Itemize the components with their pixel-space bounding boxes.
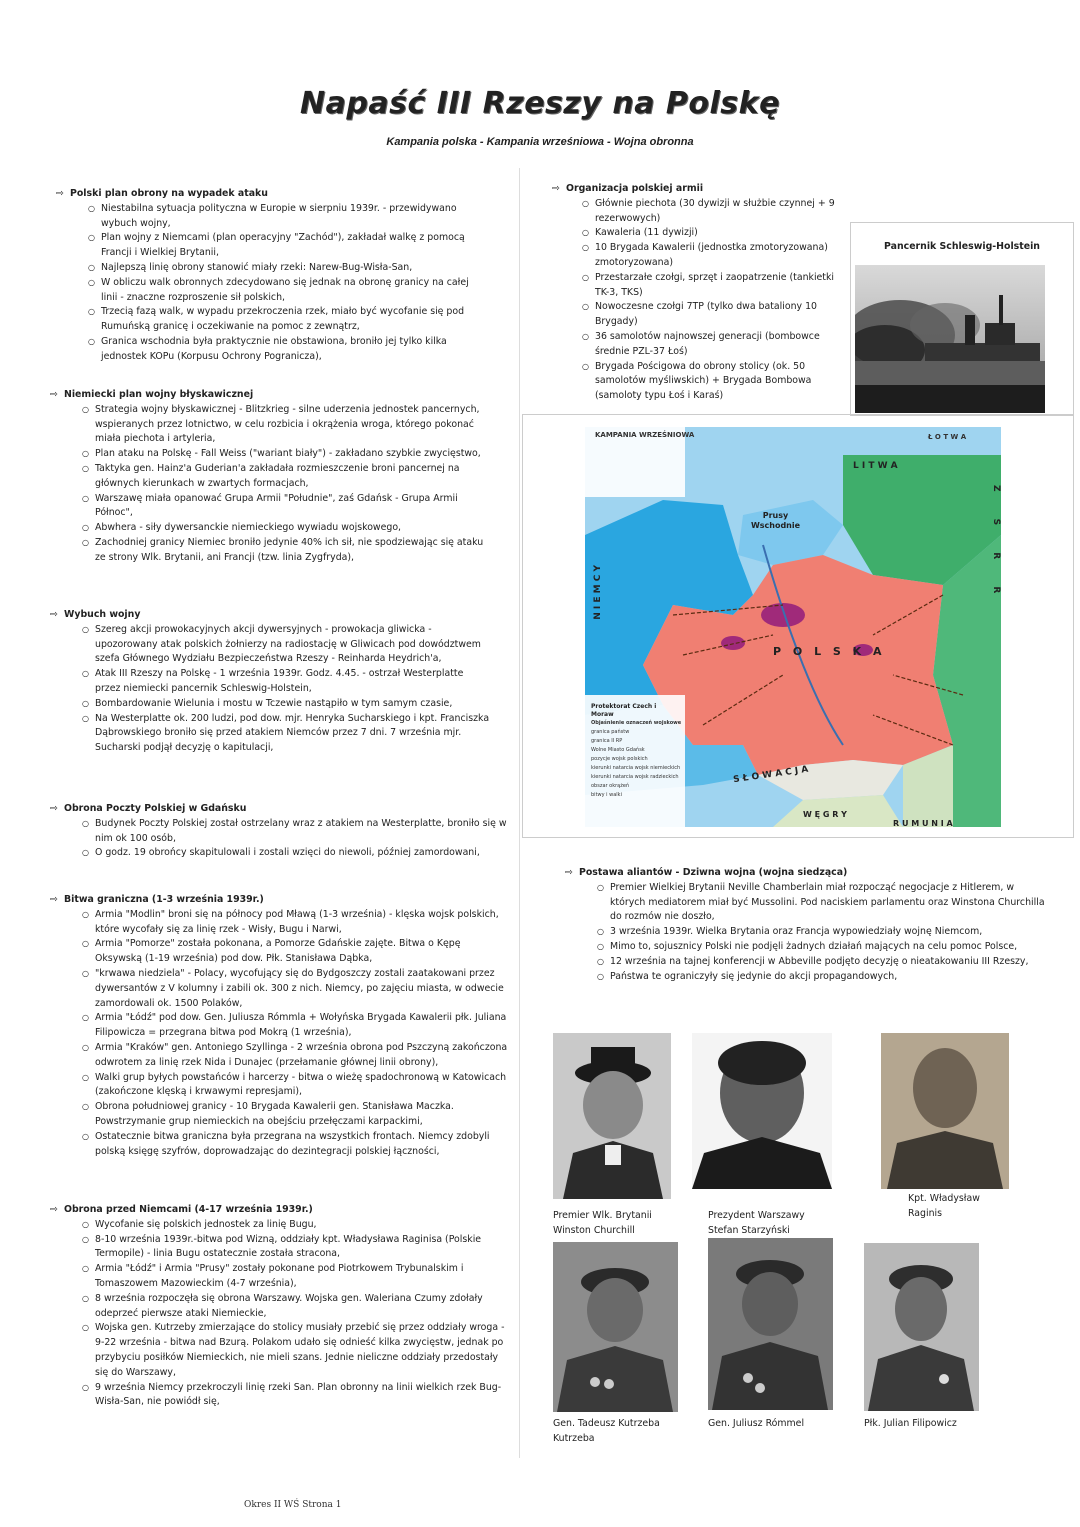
list-item: ○ Państwa te ograniczyły się jedynie do akcji propagandowych, <box>595 970 1045 985</box>
list-item: ○ Plan wojny z Niemcami (plan operacyjny "Zachód"), zakładał walkę z pomocą Francji i Wielkiej Brytanii, <box>86 231 486 261</box>
section-heading: ⇨ Organizacja polskiej armii <box>552 182 844 197</box>
page-subtitle: Kampania polska - Kampania wrześniowa - Wojna obronna <box>386 136 694 148</box>
list-item: ○ Strategia wojny błyskawicznej - Blitzkrieg - silne uderzenia jednostek pancernych, wspieranych przez lotnictwo, w celu rozbicia i okrążenia wroga, którego pokonać miała piechota i artyleria, <box>80 403 490 447</box>
portrait-churchill <box>553 1033 671 1199</box>
map-legend-item: pozycje wojsk polskich <box>591 756 648 762</box>
map-legend-item: Wolne Miasto Gdańsk <box>591 747 645 753</box>
list-item: ○ Głównie piechota (30 dywizji w służbie czynnej + 9 rezerwowych) <box>580 197 844 227</box>
list-item: ○ Szereg akcji prowokacyjnych akcji dywersyjnych - prowokacja gliwicka - upozorowany atak polskich żołnierzy na radiostację w Gliwicach pod dowództwem szefa Głównego Wydziału Bezpieczeństwa Rzeszy - Reinharda Heydrich'a, <box>80 623 490 667</box>
list-item: ○ Armia "Kraków" gen. Antoniego Szyllinga - 2 września obrona pod Pszczyną zakończona odwrotem za linię rzek Nida i Dunajec (przełamanie głównej linii obrony), <box>80 1041 510 1071</box>
ship-photo-box <box>850 222 1074 416</box>
portrait-caption-kutrzeba: Gen. Tadeusz Kutrzeba Kutrzeba <box>553 1418 660 1444</box>
map-label-niemcy: N I E M C Y <box>593 565 603 620</box>
section-heading: ⇨ Postawa aliantów - Dziwna wojna (wojna siedząca) <box>565 866 1045 881</box>
ship-caption: Pancernik Schleswig-Holstein <box>884 241 1040 252</box>
map-label-slowacja: S Ł O W A C J A <box>732 764 809 786</box>
map-legend-item: kierunki natarcia wojsk radzieckich <box>591 774 679 780</box>
arrow-right-icon: ⇨ <box>50 894 58 905</box>
map-label-polska: P O L S K A <box>773 645 886 658</box>
list-item: ○ Plan ataku na Polskę - Fall Weiss ("wariant biały") - zakładano szybkie zwycięstwo, <box>80 447 490 462</box>
arrow-right-icon: ⇨ <box>552 183 560 194</box>
list-item: ○ Niestabilna sytuacja polityczna w Europie w sierpniu 1939r. - przewidywano wybuch wojny, <box>86 202 486 232</box>
list-item: ○ 12 września na tajnej konferencji w Abbeville podjęto decyzję o nieatakowaniu III Rzeszy, <box>595 955 1045 970</box>
list-item: ○ Granica wschodnia była praktycznie nie obstawiona, broniło jej tylko kilka jednostek KOPu (Korpusu Ochrony Pogranicza), <box>86 335 486 365</box>
map-legend <box>591 719 683 800</box>
portrait-caption-filipowicz: Płk. Julian Filipowicz <box>864 1418 957 1429</box>
portrait-raginis <box>881 1033 1009 1189</box>
list-item: ○ Wojska gen. Kutrzeby zmierzające do stolicy musiały przebić się przez oddziały wroga - 9-22 września - bitwa nad Bzurą. Polakom udało się odnieść kilka zwycięstw, jednak po przybyciu posiłków Niemieckich, nie mieli szans. Jednie nieliczne oddziały przedostały się do Warszawy, <box>80 1321 510 1380</box>
list-item: ○ Przestarzałe czołgi, sprzęt i zaopatrzenie (tankietki TK-3, TKS) <box>580 271 844 301</box>
map-title: KAMPANIA WRZEŚNIOWA <box>595 431 695 439</box>
map-label-rumunia: R U M U N I A <box>893 819 953 828</box>
arrow-right-icon: ⇨ <box>50 1204 58 1215</box>
map-label-prusy: Prusy Wschodnie <box>750 511 801 530</box>
list-item: ○ Zachodniej granicy Niemiec broniło jedynie 40% ich sił, nie spodziewając się ataku ze strony Wlk. Brytanii, ani Francji (tzw. linia Zygfryda), <box>80 536 490 566</box>
section-heading: ⇨ Obrona przed Niemcami (4-17 września 1939r.) <box>50 1203 510 1218</box>
list-item: ○ 8 września rozpoczęła się obrona Warszawy. Wojska gen. Waleriana Czumy zdołały odeprzeć pierwsze ataki Niemieckie, <box>80 1292 510 1322</box>
map-label-litwa: L I T W A <box>853 461 898 471</box>
list-item: ○ W obliczu walk obronnych zdecydowano się jednak na obronę granicy na całej linii - znaczne rozproszenie sił polskich, <box>86 276 486 306</box>
list-item: ○ 36 samolotów najnowszej generacji (bombowce średnie PZL-37 Łoś) <box>580 330 844 360</box>
portrait-caption-raginis: Kpt. Władysław Raginis <box>908 1193 980 1219</box>
campaign-map-frame <box>522 414 1074 838</box>
list-item: ○ Kawaleria (11 dywizji) <box>580 226 844 241</box>
section-polski-plan <box>56 187 486 365</box>
list-item: ○ Brygada Pościgowa do obrony stolicy (ok. 50 samolotów myśliwskich) + Brygada Bombowa (samoloty typu Łoś i Karaś) <box>580 360 844 404</box>
portrait-caption-rommel: Gen. Juliusz Rómmel <box>708 1418 805 1429</box>
list-item: ○ O godz. 19 obrońcy skapitulowali i zostali wzięci do niewoli, później zamordowani, <box>80 846 510 861</box>
portrait-caption-starzynski: Prezydent Warszawy Stefan Starzyński <box>708 1210 805 1236</box>
column-divider <box>519 168 520 1458</box>
arrow-right-icon: ⇨ <box>50 803 58 814</box>
section-niemiecki-plan <box>50 388 490 566</box>
arrow-right-icon: ⇨ <box>56 188 64 199</box>
list-item: ○ Nowoczesne czołgi 7TP (tylko dwa bataliony 10 Brygady) <box>580 300 844 330</box>
map-label-protektorat: Protektorat Czech i Moraw <box>591 703 657 718</box>
portrait-starzynski <box>692 1033 832 1189</box>
page-title: Napaść III Rzeszy na Polskę <box>300 86 780 121</box>
map-legend-item: granica państw <box>591 729 630 735</box>
list-item: ○ Ostatecznie bitwa graniczna była przegrana na wszystkich frontach. Niemcy zdobyli polską księgę szyfrów, doprowadzając do dezintegracji polskiej łączności, <box>80 1130 510 1160</box>
list-item: ○ Mimo to, sojusznicy Polski nie podjęli żadnych działań mających na celu pomoc Polsce, <box>595 940 1045 955</box>
arrow-right-icon: ⇨ <box>50 609 58 620</box>
portrait-kutrzeba <box>553 1242 678 1412</box>
page-footer: Okres II WŚ Strona 1 <box>244 1500 342 1510</box>
list-item: ○ Trzecią fazą walk, w wypadu przekroczenia rzek, miało być wycofanie się pod Rumuńską granicę i oczekiwanie na pomoc z zewnątrz, <box>86 305 486 335</box>
list-item: ○ 8-10 września 1939r.-bitwa pod Wizną, oddziały kpt. Władysława Raginisa (Polskie Termopile) - linia Bugu ostatecznie została stracona, <box>80 1233 510 1263</box>
map-legend-item: obszar okrążeń <box>591 783 630 789</box>
portrait-filipowicz <box>864 1243 979 1411</box>
section-bitwa-graniczna <box>50 893 510 1159</box>
section-heading: ⇨ Bitwa graniczna (1-3 września 1939r.) <box>50 893 510 908</box>
list-item: ○ Warszawę miała opanować Grupa Armii "Południe", zaś Gdańsk - Grupa Armii Północ", <box>80 492 490 522</box>
list-item: ○ Abwhera - siły dywersanckie niemieckiego wywiadu wojskowego, <box>80 521 490 536</box>
list-item: ○ Na Westerplatte ok. 200 ludzi, pod dow. mjr. Henryka Sucharskiego i kpt. Franciszka Dąbrowskiego broniło się przed atakiem Niemców przez 7 dni. 7 września mjr. Sucharski podjął decyzję o kapitulacji, <box>80 712 490 756</box>
section-poczta-polska <box>50 802 510 861</box>
list-item: ○ Wycofanie się polskich jednostek za linię Bugu, <box>80 1218 510 1233</box>
section-obrona-przed-niemcami <box>50 1203 510 1410</box>
map-legend-title: Objaśnienie oznaczeń wojskowe <box>591 720 682 726</box>
map-label-zsrr: Z S R R <box>991 485 1001 606</box>
list-item: ○ 3 września 1939r. Wielka Brytania oraz Francja wypowiedziały wojnę Niemcom, <box>595 925 1045 940</box>
list-item: ○ "krwawa niedziela" - Polacy, wycofujący się do Bydgoszczy zostali zaatakowani przez dywersantów z V kolumny i zabili ok. 300 z nich. Niemcy, po zajęciu miasta, w odwecie zamordowali ok. 1500 Polaków, <box>80 967 510 1011</box>
list-item: ○ Armia "Pomorze" została pokonana, a Pomorze Gdańskie zajęte. Bitwa o Kępę Oksywską (1-19 września) pod dow. Płk. Stanisława Dąbka, <box>80 937 510 967</box>
section-heading: ⇨ Polski plan obrony na wypadek ataku <box>56 187 486 202</box>
list-item: ○ Premier Wielkiej Brytanii Neville Chamberlain miał rozpocząć negocjacje z Hitlerem, w których mediatorem miał być Mussolini. Pod naciskiem parlamentu oraz Winstona Churchilla do rozmów nie doszło, <box>595 881 1045 925</box>
portrait-caption-churchill: Premier Wlk. Brytanii Winston Churchill <box>553 1210 652 1236</box>
section-heading: ⇨ Obrona Poczty Polskiej w Gdańsku <box>50 802 510 817</box>
section-organizacja-armii <box>552 182 844 404</box>
arrow-right-icon: ⇨ <box>565 867 573 878</box>
map-legend-item: bitwy i walki <box>591 792 622 798</box>
list-item: ○ 10 Brygada Kawalerii (jednostka zmotoryzowana) zmotoryzowana) <box>580 241 844 271</box>
list-item: ○ Armia "Modlin" broni się na północy pod Mławą (1-3 września) - klęska wojsk polskich, które wycofały się za linię rzek - Wisły, Bugu i Narwi, <box>80 908 510 938</box>
portrait-rommel <box>708 1238 833 1410</box>
map-label-wegry: W Ę G R Y <box>803 810 847 819</box>
list-item: ○ Budynek Poczty Polskiej został ostrzelany wraz z atakiem na Westerplatte, broniło się w nim ok 100 osób, <box>80 817 510 847</box>
list-item: ○ 9 września Niemcy przekroczyli linię rzeki San. Plan obronny na linii wielkich rzek Bug-Wisła-San, nie powiódł się, <box>80 1381 510 1411</box>
list-item: ○ Armia "Łódź" i Armia "Prusy" zostały pokonane pod Piotrkowem Trybunalskim i Tomaszowem Mazowieckim (4-7 września), <box>80 1262 510 1292</box>
section-wybuch-wojny <box>50 608 490 756</box>
section-postawa-aliantow <box>565 866 1045 984</box>
list-item: ○ Atak III Rzeszy na Polskę - 1 września 1939r. Godz. 4.45. - ostrzał Westerplatte przez niemiecki pancernik Schleswig-Holstein, <box>80 667 490 697</box>
ship-photo <box>855 265 1045 413</box>
list-item: ○ Bombardowanie Wielunia i mostu w Tczewie nastąpiło w tym samym czasie, <box>80 697 490 712</box>
list-item: ○ Armia "Łódź" pod dow. Gen. Juliusza Rómmla + Wołyńska Brygada Kawalerii płk. Juliana Filipowicza = przegrana bitwa pod Mokrą (1 września), <box>80 1011 510 1041</box>
list-item: ○ Najlepszą linię obrony stanowić miały rzeki: Narew-Bug-Wisła-San, <box>86 261 486 276</box>
map-label-lotwa: Ł O T W A <box>928 433 967 441</box>
arrow-right-icon: ⇨ <box>50 389 58 400</box>
section-heading: ⇨ Wybuch wojny <box>50 608 490 623</box>
list-item: ○ Obrona południowej granicy - 10 Brygada Kawalerii gen. Stanisława Maczka. Powstrzymanie grup niemieckich na obejściu przełęczami karpackimi, <box>80 1100 510 1130</box>
map-legend-item: granica II RP <box>591 738 623 744</box>
map-legend-item: kierunki natarcia wojsk niemieckich <box>591 765 681 771</box>
section-heading: ⇨ Niemiecki plan wojny błyskawicznej <box>50 388 490 403</box>
list-item: ○ Taktyka gen. Hainz'a Guderian'a zakładała rozmieszczenie broni pancernej na głównych kierunkach w zwartych formacjach, <box>80 462 490 492</box>
list-item: ○ Walki grup byłych powstańców i harcerzy - bitwa o wieżę spadochronową w Katowicach (zakończone klęską i krwawymi represjami), <box>80 1071 510 1101</box>
